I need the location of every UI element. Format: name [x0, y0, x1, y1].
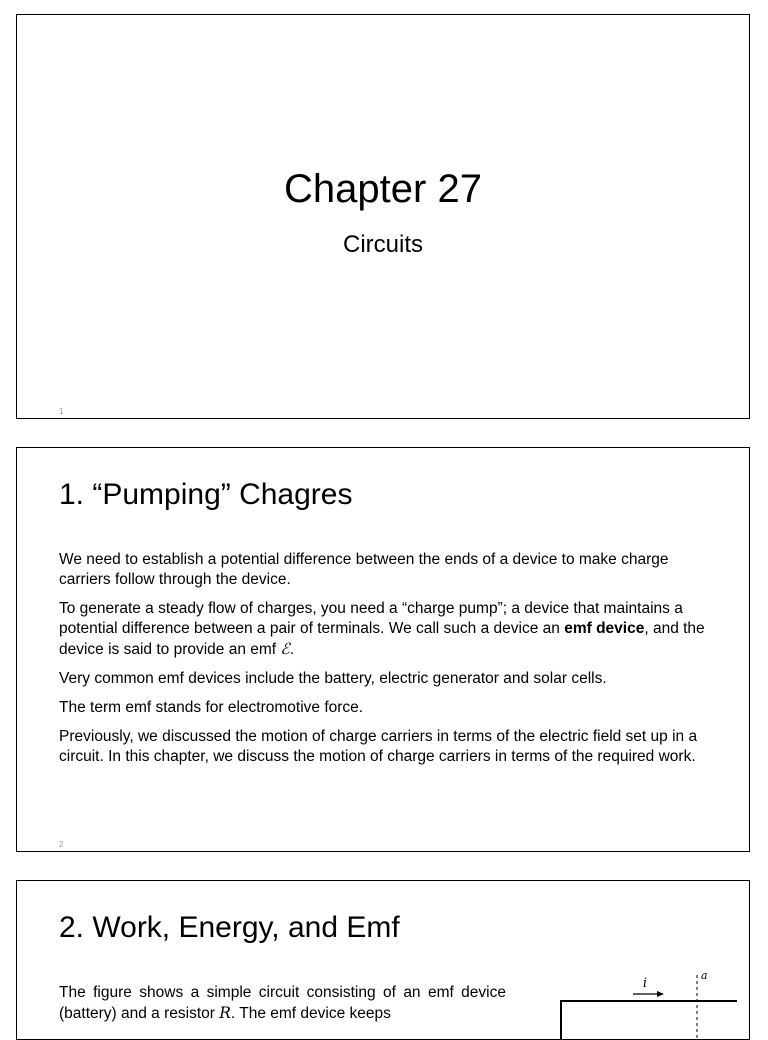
- resistor-symbol: R: [219, 1004, 231, 1022]
- slide-body: [59, 983, 506, 1024]
- paragraph-1: We need to establish a potential difference between the ends of a device to make charge carriers follow through the device.: [59, 551, 669, 588]
- paragraph-5: Previously, we discussed the motion of charge carriers in terms of the electric field set up in a circuit. In this chapter, we discuss the motion of charge carriers in terms of the required work.: [59, 728, 698, 765]
- paragraph-2: [59, 599, 709, 660]
- emf-symbol: ℰ: [280, 640, 290, 658]
- chapter-title: Chapter 27: [284, 167, 482, 211]
- slide-heading: 2. Work, Energy, and Emf: [59, 911, 400, 944]
- slide-1: [16, 14, 750, 419]
- slide-number: 2: [59, 840, 64, 849]
- slide-heading: 1. “Pumping” Chagres: [59, 478, 353, 511]
- circuit-wire: [561, 1001, 737, 1040]
- slide-3: [16, 880, 750, 1040]
- chapter-subtitle: Circuits: [342, 231, 423, 258]
- body-text-part-b: . The emf device keeps: [230, 1005, 391, 1022]
- paragraph-2-part-b: , and the device is said to provide an emf: [59, 620, 705, 658]
- slide-number: 1: [59, 407, 64, 416]
- point-a-label: a: [701, 969, 708, 982]
- current-arrow-head: [657, 991, 664, 997]
- slide-body: [59, 550, 709, 776]
- paragraph-3: Very common emf devices include the battery, electric generator and solar cells.: [59, 670, 607, 687]
- emf-device-term: emf device: [564, 620, 645, 637]
- paragraph-2-part-a: To generate a steady flow of charges, you need a “charge pump”; a device that maintains a potential difference between a pair of terminals. We call such a device an: [59, 600, 683, 637]
- current-label: i: [642, 976, 648, 991]
- paragraph-4: The term emf stands for electromotive force.: [59, 699, 364, 716]
- circuit-diagram: [547, 969, 737, 1040]
- body-text-part-a: The figure shows a simple circuit consisting of an emf device (battery) and a resistor: [59, 984, 506, 1022]
- paragraph-2-end: .: [289, 641, 295, 658]
- slide-2: [16, 447, 750, 852]
